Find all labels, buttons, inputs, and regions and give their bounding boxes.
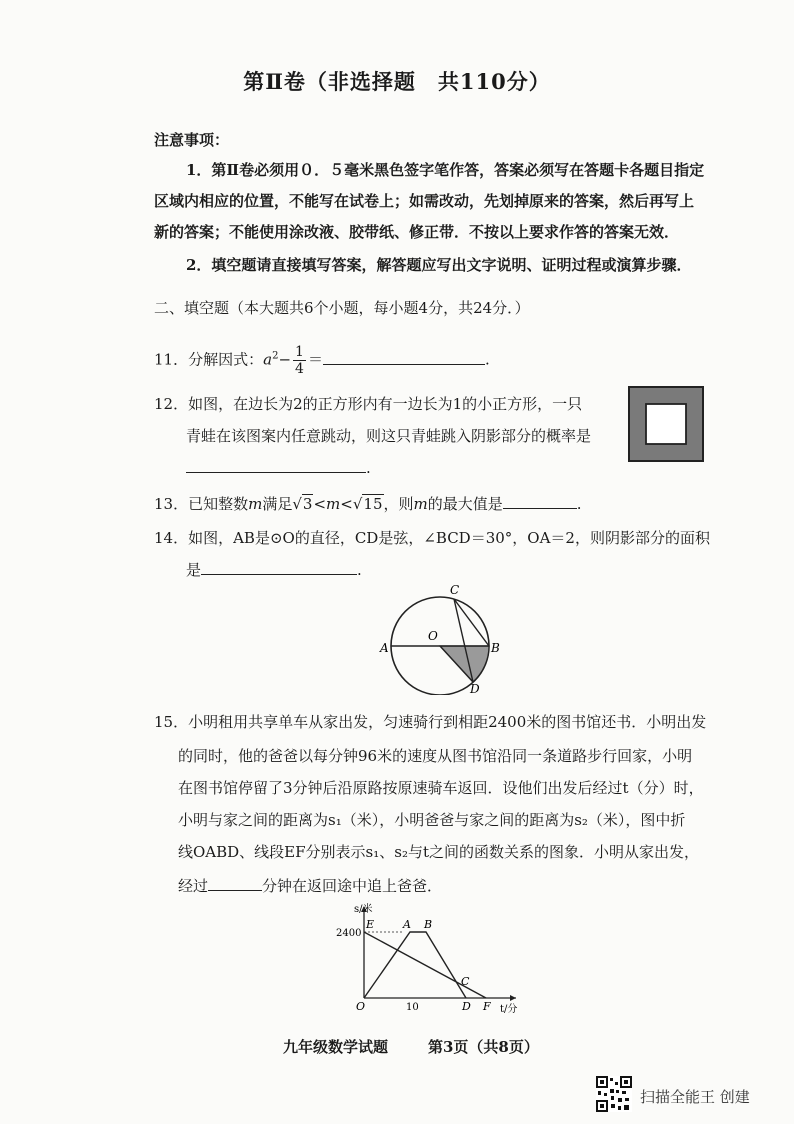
- math-var-m: m: [413, 495, 428, 513]
- label-a: A: [403, 918, 411, 931]
- question-14-line2: [186, 558, 362, 580]
- label-o: O: [356, 1000, 366, 1013]
- less-than: <: [313, 495, 327, 513]
- question-15-line5: 线OABD、线段EF分别表示s₁、s₂与t之间的函数关系的图象．小明从家出发，: [178, 843, 699, 861]
- line-ef: [364, 932, 486, 998]
- label-e: E: [366, 918, 375, 931]
- question-15-line1: [154, 712, 706, 732]
- sqrt-15: √15: [352, 495, 383, 513]
- notice-1-line2: 区域内相应的位置，不能写在试卷上；如需改动，先划掉原来的答案，然后再写上: [154, 192, 695, 210]
- scanner-watermark: 扫描全能王 创建: [640, 1088, 750, 1106]
- question-text: 分钟在返回途中追上爸爸．: [262, 877, 443, 895]
- answer-blank-15[interactable]: [208, 874, 262, 891]
- question-15-line2: 的同时，他的爸爸以每分钟96米的速度从图书馆沿同一条道路步行回家，小明: [178, 747, 693, 765]
- question-12-line3: [186, 456, 371, 478]
- y-axis-label: s/米: [354, 904, 373, 915]
- question-text: 如图，AB是⊙O的直径，CD是弦，∠BCD＝30°，OA＝2，则阴影部分的面积: [188, 529, 710, 547]
- question-number: 12．: [154, 395, 189, 413]
- math-var-m: m: [326, 495, 341, 513]
- footer-subject: 九年级数学试题: [283, 1038, 389, 1056]
- answer-blank-13[interactable]: [503, 492, 577, 509]
- shaded-sector: [440, 646, 489, 682]
- distance-time-graph: [330, 898, 530, 1022]
- question-text: 满足: [262, 495, 293, 513]
- question-text: ，则: [383, 495, 414, 513]
- label-d: D: [462, 1000, 471, 1013]
- question-11: [154, 344, 490, 377]
- question-number: 13．: [154, 495, 189, 513]
- notice-1-line3: 新的答案；不能使用涂改液、胶带纸、修正带．不按以上要求作答的答案无效．: [154, 223, 680, 241]
- circle-figure: [370, 580, 510, 695]
- question-end: .: [366, 459, 371, 477]
- page-title: 第Ⅱ卷（非选择题 共110分）: [243, 69, 551, 94]
- fraction-denominator: 4: [295, 361, 304, 377]
- x-axis-arrow: [510, 995, 516, 1001]
- label-b: B: [424, 918, 433, 931]
- question-lead: 已知整数: [188, 495, 249, 513]
- qr-code-icon: [596, 1076, 632, 1112]
- fraction: [293, 344, 306, 377]
- section-heading: 二、填空题（本大题共6个小题，每小题4分，共24分．）: [154, 299, 530, 317]
- radicand: 3: [302, 495, 313, 513]
- question-12-line1: [154, 394, 582, 414]
- line-oabd: [364, 932, 466, 998]
- square-figure: [628, 386, 704, 462]
- question-lead: 是: [186, 561, 202, 579]
- question-number: 15．: [154, 713, 189, 731]
- answer-blank-14[interactable]: [201, 558, 357, 575]
- label-c: C: [461, 975, 470, 988]
- radicand: 15: [363, 495, 383, 513]
- question-lead: 分解因式：: [188, 350, 264, 369]
- question-end: .: [357, 561, 362, 579]
- label-b: B: [491, 641, 500, 655]
- inner-square-blank: [646, 404, 686, 444]
- sqrt-3: √3: [292, 495, 313, 513]
- less-than: <: [340, 495, 353, 513]
- question-13: [154, 492, 582, 514]
- x-axis-label: t/分: [500, 1004, 518, 1015]
- label-f: F: [483, 1000, 491, 1013]
- math-exponent: 2: [272, 350, 279, 362]
- question-15-line4: 小明与家之间的距离为s₁（米），小明爸爸与家之间的距离为s₂（米），图中折: [178, 811, 686, 829]
- question-end: .: [484, 350, 490, 369]
- math-minus: −: [278, 350, 292, 369]
- question-end: .: [576, 495, 582, 513]
- math-var-m: m: [248, 495, 263, 513]
- notice-1-line1: 1．第Ⅱ卷必须用０．５毫米黑色签字笔作答，答案必须写在答题卡各题目指定: [186, 161, 705, 179]
- label-a: A: [380, 641, 389, 655]
- math-var-a: a: [263, 350, 273, 369]
- question-text: 的最大值是: [427, 495, 503, 513]
- label-c: C: [450, 583, 460, 597]
- question-15-line6: [178, 874, 442, 896]
- y-tick-2400: 2400: [336, 928, 362, 939]
- answer-blank-11[interactable]: [323, 348, 485, 365]
- question-15-line3: 在图书馆停留了3分钟后沿原路按原速骑车返回．设他们出发后经过t（分）时，: [178, 779, 704, 797]
- question-14-line1: [154, 528, 710, 548]
- x-tick-10: 10: [406, 1002, 419, 1013]
- question-number: 11．: [154, 350, 189, 369]
- math-equals: ＝: [307, 350, 323, 369]
- question-12-line2: 青蛙在该图案内任意跳动，则这只青蛙跳入阴影部分的概率是: [186, 427, 592, 445]
- label-o: O: [428, 629, 438, 643]
- label-d: D: [470, 682, 480, 695]
- question-number: 14．: [154, 529, 189, 547]
- notice-heading: 注意事项：: [154, 131, 230, 149]
- answer-blank-12[interactable]: [186, 456, 366, 473]
- notice-2: 2．填空题请直接填写答案，解答题应写出文字说明、证明过程或演算步骤．: [186, 256, 692, 274]
- question-text: 如图，在边长为2的正方形内有一边长为1的小正方形，一只: [188, 395, 583, 413]
- question-lead: 经过: [178, 877, 209, 895]
- footer-page-info: 第3页（共8页）: [428, 1038, 539, 1056]
- fraction-numerator: 1: [295, 344, 304, 360]
- question-text: 小明租用共享单车从家出发，匀速骑行到相距2400米的图书馆还书．小明出发: [188, 713, 707, 731]
